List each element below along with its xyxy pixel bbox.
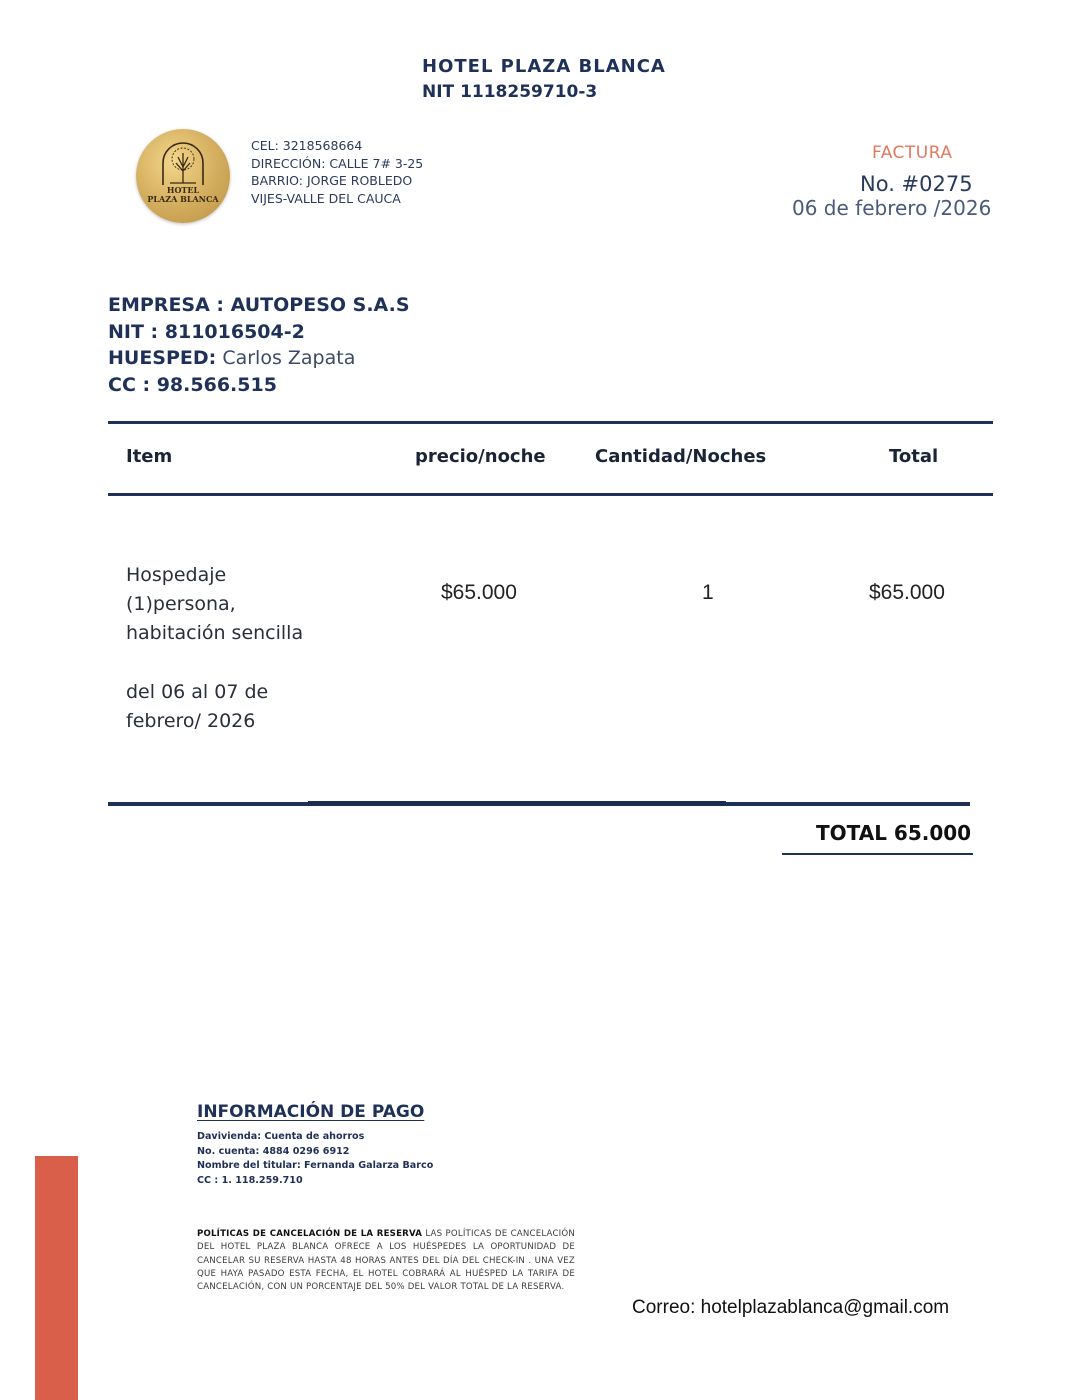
cancellation-policy bbox=[197, 1228, 575, 1294]
contact-phone: CEL: 3218568664 bbox=[251, 138, 363, 153]
contact-neighborhood: BARRIO: JORGE ROBLEDO bbox=[251, 173, 413, 188]
payment-details bbox=[197, 1130, 433, 1188]
payment-account: No. cuenta: 4884 0296 6912 bbox=[197, 1145, 350, 1157]
policy-text: LAS POLÍTICAS DE CANCELACIÓN DEL HOTEL PLAZA BLANCA OFRECE A LOS HUÉSPEDES LA OPORTUNIDAD DE CANCELAR SU RESERVA HASTA 48 HORAS ANTES DEL DÍA DEL CHECK-IN . UNA VEZ QUE HAYA PASADO ESTA FECHA, EL HOTEL COBRARÁ AL HUÉSPED LA TARIFA DE CANCELACIÓN, CON UN PORCENTAJE DEL 50% DEL VALOR TOTAL DE LA RESERVA. bbox=[197, 1229, 575, 1293]
logo-text-line2: PLAZA BLANCA bbox=[147, 194, 219, 204]
item-dates bbox=[126, 678, 268, 736]
payment-cc: CC : 1. 118.259.710 bbox=[197, 1174, 303, 1186]
guest-name: Carlos Zapata bbox=[222, 347, 356, 369]
decorative-side-bar bbox=[35, 1156, 78, 1400]
invoice-label: FACTURA bbox=[872, 143, 953, 163]
header-item: Item bbox=[126, 446, 173, 467]
item-line: habitación sencilla bbox=[126, 622, 304, 644]
client-info bbox=[108, 292, 410, 398]
item-total: $65.000 bbox=[869, 581, 945, 604]
client-cc: CC : 98.566.515 bbox=[108, 373, 277, 396]
hotel-logo bbox=[136, 129, 230, 223]
header-quantity: Cantidad/Noches bbox=[595, 446, 767, 467]
payment-holder: Nombre del titular: Fernanda Galarza Barco bbox=[197, 1160, 434, 1171]
item-line: Hospedaje bbox=[126, 564, 227, 586]
table-bottom-rule-accent bbox=[308, 801, 726, 806]
payment-bank: Davivienda: Cuenta de ahorros bbox=[197, 1131, 365, 1142]
table-header-rule bbox=[108, 493, 993, 496]
payment-title: INFORMACIÓN DE PAGO bbox=[197, 1102, 425, 1122]
logo-text-line1: HOTEL bbox=[166, 185, 200, 195]
hotel-name: HOTEL PLAZA BLANCA bbox=[422, 56, 666, 77]
invoice-date: 06 de febrero /2026 bbox=[792, 196, 992, 220]
header-total: Total bbox=[889, 446, 939, 467]
hotel-nit: NIT 1118259710-3 bbox=[422, 82, 598, 102]
total-underline bbox=[782, 853, 973, 855]
invoice-number: No. #0275 bbox=[860, 172, 973, 196]
item-date-line: febrero/ 2026 bbox=[126, 710, 256, 732]
contact-city: VIJES-VALLE DEL CAUCA bbox=[251, 190, 401, 206]
client-company: EMPRESA : AUTOPESO S.A.S bbox=[108, 294, 410, 316]
guest-label: HUESPED: bbox=[108, 347, 217, 369]
contact-address: DIRECCIÓN: CALLE 7# 3-25 bbox=[251, 155, 424, 171]
client-guest bbox=[108, 345, 410, 372]
hotel-contact bbox=[251, 137, 423, 207]
policy-heading: POLÍTICAS DE CANCELACIÓN DE LA RESERVA bbox=[197, 1229, 423, 1239]
table-top-rule bbox=[108, 421, 993, 424]
grand-total: TOTAL 65.000 bbox=[816, 821, 972, 845]
contact-email: Correo: hotelplazablanca@gmail.com bbox=[632, 1297, 950, 1318]
item-date-line: del 06 al 07 de bbox=[126, 681, 269, 703]
client-nit: NIT : 811016504-2 bbox=[108, 320, 305, 343]
item-quantity: 1 bbox=[702, 581, 714, 604]
item-description bbox=[126, 561, 303, 648]
tree-emblem-icon bbox=[158, 141, 208, 187]
item-line: (1)persona, bbox=[126, 593, 236, 615]
item-price: $65.000 bbox=[441, 581, 517, 604]
header-price: precio/noche bbox=[415, 446, 546, 467]
